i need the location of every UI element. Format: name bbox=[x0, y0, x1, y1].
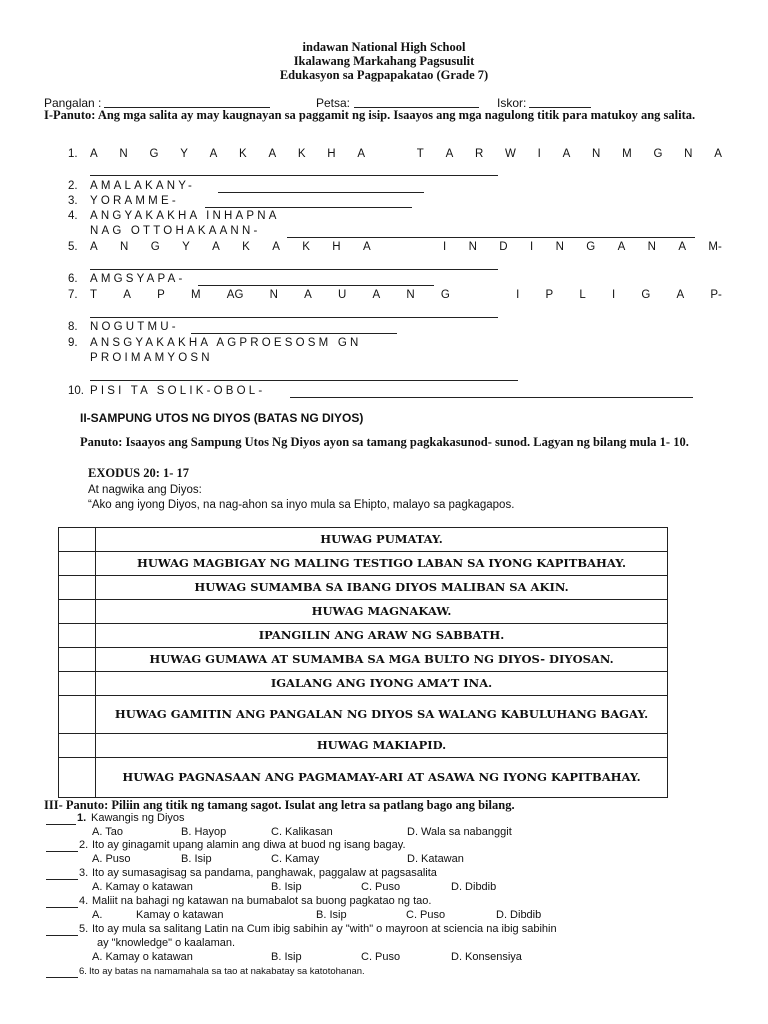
item-4-scrambled: ANGYAKAKHA INHAPNA bbox=[90, 210, 280, 222]
choice-b: B. Hayop bbox=[181, 826, 227, 838]
choice-c: C. Kamay bbox=[271, 853, 320, 865]
order-cell[interactable] bbox=[59, 672, 96, 696]
order-cell[interactable] bbox=[59, 624, 96, 648]
choice-a: A. Kamay o katawan bbox=[92, 951, 193, 963]
order-cell[interactable] bbox=[59, 648, 96, 672]
question-text-2: ay "knowledge" o kaalaman. bbox=[97, 937, 236, 949]
table-row bbox=[59, 734, 668, 758]
choice-b: B. Isip bbox=[181, 853, 212, 865]
question-text: Ito ay ginagamit upang alamin ang diwa at buod ng isang bagay. bbox=[92, 839, 406, 851]
table-row bbox=[59, 648, 668, 672]
commandment-text: HUWAG SUMAMBA SA IBANG DIYOS MALIBAN SA AKIN. bbox=[96, 576, 668, 600]
choice-c: C. Puso bbox=[406, 909, 446, 921]
answer-blank-6[interactable] bbox=[46, 977, 78, 978]
item-5-scrambled: A N G Y A K A K H A I N D I N G A N A M- bbox=[90, 241, 722, 253]
choice-d: D. Dibdib bbox=[451, 881, 497, 893]
bible-reference: EXODUS 20: 1- 17 bbox=[88, 466, 190, 480]
question-number: 4. bbox=[79, 895, 89, 907]
exam-title: Ikalawang Markahang Pagsusulit bbox=[293, 54, 475, 68]
commandment-text: IPANGILIN ANG ARAW NG SABBATH. bbox=[96, 624, 668, 648]
score-label: Iskor: bbox=[497, 96, 527, 110]
item-number: 9. bbox=[68, 337, 78, 349]
choice-b: B. Isip bbox=[271, 881, 302, 893]
order-cell[interactable] bbox=[59, 576, 96, 600]
choice-b: B. Isip bbox=[316, 909, 347, 921]
item-1-scrambled: A N G Y A K A K H A T A R W I A N M G N A bbox=[90, 148, 722, 160]
question-text: Ito ay mula sa salitang Latin na Cum ibig sabihin ay "with" o mayroon at sciencia na ibig sabihin bbox=[92, 923, 557, 935]
table-row bbox=[59, 696, 668, 734]
item-6-scrambled: AMGSYAPA- bbox=[90, 273, 186, 285]
answer-line-5[interactable] bbox=[90, 269, 498, 270]
question-text: Maliit na bahagi ng katawan na bumabalot sa buong pagkatao ng tao. bbox=[92, 895, 432, 907]
subject-title: Edukasyon sa Pagpapakatao (Grade 7) bbox=[279, 68, 489, 82]
order-cell[interactable] bbox=[59, 552, 96, 576]
item-9-scrambled: ANSGYAKAKHA AGPROESOSM GN bbox=[90, 337, 362, 349]
item-number: 1. bbox=[68, 148, 78, 160]
answer-line-10[interactable] bbox=[290, 397, 693, 398]
date-label: Petsa: bbox=[316, 96, 351, 110]
table-row bbox=[59, 528, 668, 552]
answer-line-1[interactable] bbox=[90, 175, 498, 176]
commandments-table bbox=[58, 527, 668, 798]
choice-a: A. bbox=[92, 909, 103, 921]
intro-line-2: “Ako ang iyong Diyos, na nag-ahon sa inyo mula sa Ehipto, malayo sa pagkagapos. bbox=[88, 499, 515, 511]
item-number: 8. bbox=[68, 321, 78, 333]
question-number: 3. bbox=[79, 867, 89, 879]
question-number: 2. bbox=[79, 839, 89, 851]
order-cell[interactable] bbox=[59, 734, 96, 758]
item-8-scrambled: NOGUTMU- bbox=[90, 321, 179, 333]
question-text: Ito ay batas na namamahala sa tao at nakabatay sa katotohanan. bbox=[89, 966, 365, 977]
choice-c: C. Puso bbox=[361, 951, 401, 963]
item-number: 2. bbox=[68, 180, 78, 192]
answer-blank-4[interactable] bbox=[46, 907, 78, 908]
choice-c: C. Kalikasan bbox=[271, 826, 333, 838]
item-2-scrambled: AMALAKANY- bbox=[90, 180, 196, 192]
choice-d: D. Wala sa nabanggit bbox=[407, 826, 512, 838]
answer-line-9[interactable] bbox=[90, 380, 518, 381]
choice-d: D. Dibdib bbox=[496, 909, 542, 921]
table-row bbox=[59, 624, 668, 648]
item-number: 10. bbox=[68, 385, 84, 397]
name-label: Pangalan : bbox=[44, 96, 102, 110]
order-cell[interactable] bbox=[59, 528, 96, 552]
question-number: 1. bbox=[77, 812, 87, 824]
choice-c: C. Puso bbox=[361, 881, 401, 893]
table-row bbox=[59, 576, 668, 600]
item-number: 7. bbox=[68, 289, 78, 301]
choice-a-text: Kamay o katawan bbox=[136, 909, 224, 921]
answer-line-6[interactable] bbox=[198, 285, 434, 286]
choice-a: A. Kamay o katawan bbox=[92, 881, 193, 893]
part2-instruction: Panuto: Isaayos ang Sampung Utos Ng Diyos ayon sa tamang pagkakasunod- sunod. Lagyan ng bilang mula 1- 10. bbox=[80, 435, 689, 449]
choice-b: B. Isip bbox=[271, 951, 302, 963]
item-3-scrambled: YORAMME- bbox=[90, 195, 179, 207]
commandment-text: IGALANG ANG IYONG AMA’T INA. bbox=[96, 672, 668, 696]
table-row bbox=[59, 600, 668, 624]
intro-line-1: At nagwika ang Diyos: bbox=[88, 484, 202, 496]
item-number: 4. bbox=[68, 210, 78, 222]
commandment-text: HUWAG PUMATAY. bbox=[96, 528, 668, 552]
item-10-scrambled: PISI TA SOLIK-OBOL- bbox=[90, 385, 266, 397]
answer-blank-3[interactable] bbox=[46, 879, 78, 880]
item-number: 6. bbox=[68, 273, 78, 285]
question-number: 6. bbox=[79, 966, 87, 977]
commandment-text: HUWAG MAGBIGAY NG MALING TESTIGO LABAN SA IYONG KAPITBAHAY. bbox=[96, 552, 668, 576]
order-cell[interactable] bbox=[59, 696, 96, 734]
answer-blank-2[interactable] bbox=[46, 851, 78, 852]
school-name: indawan National High School bbox=[302, 40, 466, 54]
answer-line-4[interactable] bbox=[287, 237, 695, 238]
answer-line-7[interactable] bbox=[90, 317, 498, 318]
item-number: 3. bbox=[68, 195, 78, 207]
table-row bbox=[59, 758, 668, 798]
answer-blank-5[interactable] bbox=[46, 935, 78, 936]
answer-line-8[interactable] bbox=[191, 333, 397, 334]
question-text: Kawangis ng Diyos bbox=[91, 812, 185, 824]
commandment-text: HUWAG GUMAWA AT SUMAMBA SA MGA BULTO NG DIYOS- DIYOSAN. bbox=[96, 648, 668, 672]
item-4-scrambled-2: NAG OTTOHAKAANN- bbox=[90, 225, 261, 237]
order-cell[interactable] bbox=[59, 600, 96, 624]
choice-d: D. Konsensiya bbox=[451, 951, 522, 963]
table-row bbox=[59, 552, 668, 576]
answer-line-3[interactable] bbox=[205, 207, 412, 208]
part3-instruction: III- Panuto: Piliin ang titik ng tamang sagot. Isulat ang letra sa patlang bago ang bilang. bbox=[44, 798, 515, 812]
commandment-text: HUWAG MAGNAKAW. bbox=[96, 600, 668, 624]
choice-a: A. Puso bbox=[92, 853, 131, 865]
commandment-text: HUWAG GAMITIN ANG PANGALAN NG DIYOS SA WALANG KABULUHANG BAGAY. bbox=[96, 696, 668, 734]
part2-title: II-SAMPUNG UTOS NG DIYOS (BATAS NG DIYOS) bbox=[80, 411, 364, 425]
commandment-text: HUWAG MAKIAPID. bbox=[96, 734, 668, 758]
order-cell[interactable] bbox=[59, 758, 96, 798]
answer-blank-1[interactable] bbox=[46, 824, 76, 825]
commandment-text: HUWAG PAGNASAAN ANG PAGMAMAY-ARI AT ASAWA NG IYONG KAPITBAHAY. bbox=[96, 758, 668, 798]
choice-d: D. Katawan bbox=[407, 853, 464, 865]
answer-line-2[interactable] bbox=[218, 192, 424, 193]
item-number: 5. bbox=[68, 241, 78, 253]
table-row bbox=[59, 672, 668, 696]
item-9-scrambled-2: PROIMAMYOSN bbox=[90, 352, 213, 364]
item-7-scrambled: T A P M AG N A U A N G I P L I G A P- bbox=[90, 289, 722, 301]
question-text: Ito ay sumasagisag sa pandama, panghawak, paggalaw at pagsasalita bbox=[92, 867, 437, 879]
part1-instruction: I-Panuto: Ang mga salita ay may kaugnayan sa paggamit ng isip. Isaayos ang mga nagulong titik para matukoy ang salita. bbox=[44, 108, 696, 122]
question-number: 5. bbox=[79, 923, 89, 935]
choice-a: A. Tao bbox=[92, 826, 123, 838]
